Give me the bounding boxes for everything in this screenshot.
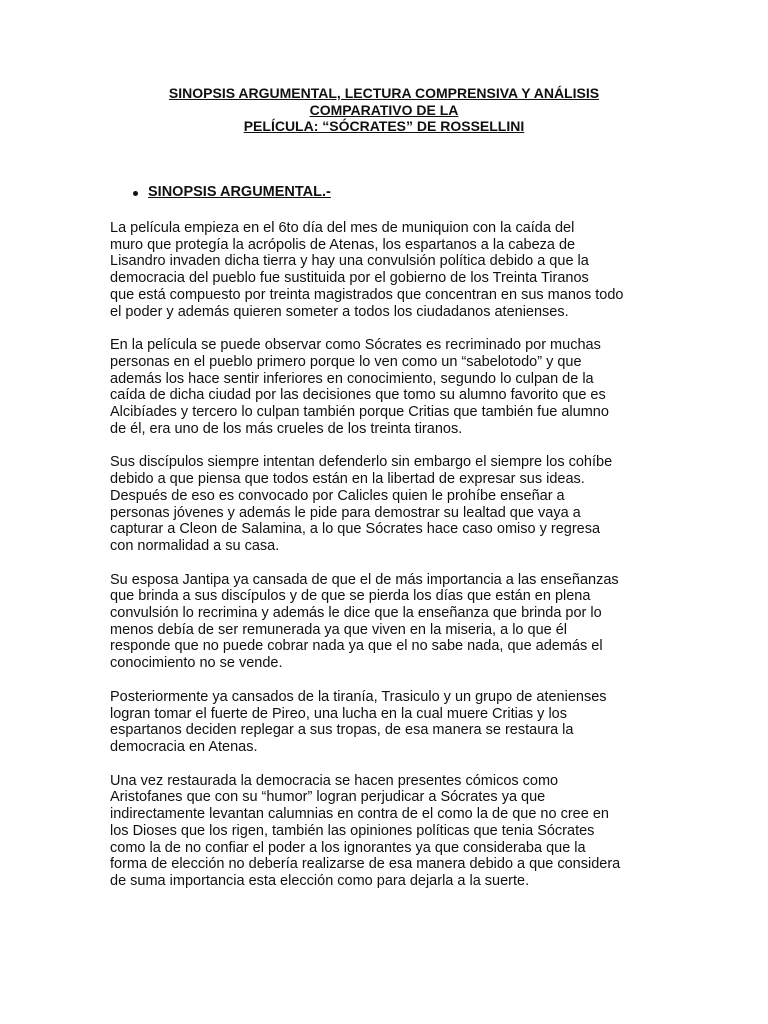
text-line: Aristofanes que con su “humor” logran perjudicar a Sócrates ya que <box>110 789 546 806</box>
section-heading-text: SINOPSIS ARGUMENTAL.- <box>148 184 331 200</box>
section-heading <box>133 184 331 201</box>
text-line: democracia en Atenas. <box>110 738 258 755</box>
text-line: de él, era uno de los más crueles de los treinta tiranos. <box>110 420 463 437</box>
text-line: muro que protegía la acrópolis de Atenas, los espartanos a la cabeza de <box>110 236 576 253</box>
text-line: como la de no confiar el poder a los ignorantes ya que consideraba que la <box>110 839 586 856</box>
title-line-1: SINOPSIS ARGUMENTAL, LECTURA COMPRENSIVA Y ANÁLISIS <box>168 85 600 101</box>
text-line: Lisandro invaden dicha tierra y hay una convulsión política debido a que la <box>110 253 589 270</box>
text-line: convulsión lo recrimina y además le dice que la enseñanza que brinda por lo <box>110 605 602 622</box>
text-line: Una vez restaurada la democracia se hacen presentes cómicos como <box>110 772 559 789</box>
text-line: de suma importancia esta elección como para dejarla a la suerte. <box>110 872 530 889</box>
text-line: En la película se puede observar como Sócrates es recriminado por muchas <box>110 337 601 354</box>
text-line: democracia del pueblo fue sustituida por el gobierno de los Treinta Tiranos <box>110 270 589 287</box>
text-line: Su esposa Jantipa ya cansada de que el de más importancia a las enseñanzas <box>110 571 619 588</box>
title-line-3: PELÍCULA: “SÓCRATES” DE ROSSELLINI <box>243 118 525 134</box>
text-line: que brinda a sus discípulos y de que se pierda los días que están en plena <box>110 588 591 605</box>
text-line: personas jóvenes y además le pide para demostrar su lealtad que vaya a <box>110 504 581 521</box>
text-line: además los hace sentir inferiores en conocimiento, segundo lo culpan de la <box>110 370 594 387</box>
text-line: menos debía de ser remunerada ya que viven en la miseria, a lo que él <box>110 621 568 638</box>
body-text <box>110 220 670 907</box>
text-line: debido a que piensa que todos están en la libertad de expresar sus ideas. <box>110 471 585 488</box>
text-line: Posteriormente ya cansados de la tiranía, Trasiculo y un grupo de atenienses <box>110 688 607 705</box>
bullet-icon <box>133 191 138 196</box>
text-line: Después de eso es convocado por Calicles quien le prohíbe enseñar a <box>110 487 565 504</box>
text-line: que está compuesto por treinta magistrados que concentran en sus manos todo <box>110 286 624 303</box>
text-line: caída de dicha ciudad por las decisiones que tomo su alumno favorito que es <box>110 387 606 404</box>
text-line: capturar a Cleon de Salamina, a lo que Sócrates hace caso omiso y regresa <box>110 521 601 538</box>
paragraph-1 <box>110 220 670 320</box>
text-line: La película empieza en el 6to día del mes de muniquion con la caída del <box>110 220 575 236</box>
text-line: el poder y además quieren someter a todos los ciudadanos atenienses. <box>110 303 569 320</box>
text-line: con normalidad a su casa. <box>110 537 280 554</box>
text-line: indirectamente levantan calumnias en contra de el como la de que no cree en <box>110 806 609 823</box>
paragraph-2 <box>110 337 670 437</box>
text-line: conocimiento no se vende. <box>110 655 283 672</box>
paragraph-4 <box>110 572 670 672</box>
text-line: Alcibíades y tercero lo culpan también porque Critias que también fue alumno <box>110 404 609 421</box>
text-line: los Dioses que los rigen, también las opiniones políticas que tenia Sócrates <box>110 822 595 839</box>
paragraph-6 <box>110 773 670 890</box>
text-line: logran tomar el fuerte de Pireo, una lucha en la cual muere Critias y los <box>110 705 567 722</box>
text-line: Sus discípulos siempre intentan defenderlo sin embargo el siempre los cohíbe <box>110 454 613 471</box>
paragraph-5 <box>110 689 670 756</box>
document-title <box>110 85 658 135</box>
paragraph-3 <box>110 454 670 554</box>
text-line: forma de elección no debería realizarse de esa manera debido a que considera <box>110 856 621 873</box>
title-line-2: COMPARATIVO DE LA <box>309 101 459 118</box>
text-line: personas en el pueblo primero porque lo ven como un “sabelotodo” y que <box>110 353 582 370</box>
text-line: responde que no puede cobrar nada ya que el no sabe nada, que además el <box>110 638 603 655</box>
text-line: espartanos deciden replegar a sus tropas, de esa manera se restaura la <box>110 722 574 739</box>
